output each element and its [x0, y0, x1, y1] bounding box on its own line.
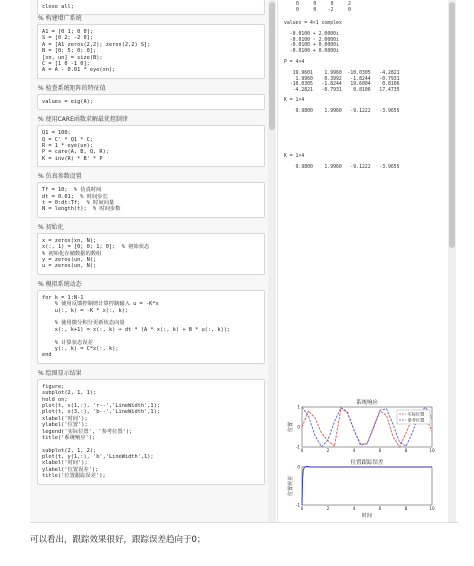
- axes-title: 位置跟踪误差: [350, 460, 384, 466]
- code-line[interactable]: Q1 = 100;: [42, 130, 71, 137]
- code-block[interactable]: [37, 290, 265, 364]
- legend: [397, 410, 430, 424]
- code-line[interactable]: % 使用微分积分更新状态向量: [42, 320, 125, 327]
- x-tick-label: 4: [352, 506, 356, 511]
- code-line[interactable]: ylabel('位置误差');: [42, 466, 99, 473]
- output-line: -0.0100 + 2.0000i: [284, 32, 339, 38]
- code-line[interactable]: P = care(A, B, Q, R);: [42, 149, 109, 156]
- output-line: 9.9800 1.9960 -9.1222 -3.9655: [284, 109, 400, 115]
- y-tick-label: -1: [295, 502, 300, 508]
- article-caption: 可以看出，跟踪效果很好，跟踪误差趋向于0；: [30, 535, 206, 545]
- output-line: values = 4×1 complex: [284, 21, 342, 26]
- code-line[interactable]: plot(t, x(1,:), 'r--','LineWidth',1);: [42, 402, 160, 409]
- code-line[interactable]: y = zeros(un, N);: [42, 256, 97, 263]
- code-line[interactable]: values = eig(A);: [42, 98, 94, 105]
- code-line[interactable]: % 初始化存储数据的数组: [42, 250, 102, 257]
- live-script-editor[interactable]: [30, 0, 268, 522]
- x-tick-label: 0: [300, 506, 304, 511]
- figure-plot[interactable]: [280, 393, 446, 520]
- x-tick-label: 6: [378, 448, 382, 453]
- code-block[interactable]: [37, 125, 265, 167]
- code-line[interactable]: Q = C' * Q1 * C;: [42, 136, 94, 143]
- output-line: 0 0 0 2: [296, 2, 351, 7]
- section-heading: % 使用CARE函数求解最优控制律: [38, 116, 128, 124]
- x-tick-label: 2: [326, 448, 330, 453]
- axes-title: 系统响应: [355, 400, 379, 406]
- output-line: K = 1×4: [284, 98, 305, 103]
- code-line[interactable]: N = length(t); % 时间步数: [42, 206, 121, 213]
- code-block[interactable]: [37, 233, 265, 275]
- x-tick-label: 8: [404, 448, 408, 453]
- code-line[interactable]: t = 0:dt:Tf; % 时间向量: [42, 199, 115, 206]
- code-line[interactable]: for k = 1:N-1: [42, 294, 84, 301]
- code-block[interactable]: [37, 94, 265, 110]
- output-line: 9.9800 1.9960 -9.1222 -3.9655: [284, 165, 400, 171]
- code-line[interactable]: dt = 0.01; % 时间步长: [42, 193, 108, 200]
- code-line[interactable]: C = [1 0 -1 0];: [42, 60, 90, 67]
- code-line[interactable]: u(:, k) = -K * x(:, k);: [42, 307, 129, 314]
- output-line: 0 0 -2 0: [296, 7, 351, 13]
- x-tick-label: 10: [429, 448, 435, 453]
- x-tick-label: 10: [429, 506, 435, 511]
- x-axis-label: 时间: [361, 513, 373, 519]
- section-heading: % 绘图显示结果: [38, 369, 82, 377]
- y-axis-label: 位置: [288, 421, 294, 433]
- legend-label-reference: 参考位置: [407, 417, 425, 423]
- section-heading: % 检查系统矩阵的特征值: [38, 84, 106, 92]
- gain-K-output: [284, 98, 400, 115]
- y-tick-label: 0: [297, 464, 300, 470]
- code-line[interactable]: Tf = 10; % 仿真时间: [42, 187, 102, 194]
- code-line[interactable]: hold on;: [42, 396, 68, 403]
- code-line[interactable]: close all;: [42, 4, 74, 10]
- care-P-output: [284, 60, 400, 94]
- x-tick-label: 6: [378, 506, 382, 511]
- code-line[interactable]: x(:, k+1) = x(:, k) + dt * (A * x(:, k) + B * u(:, k));: [42, 326, 231, 333]
- code-line[interactable]: [xn, un] = size(B);: [42, 54, 103, 61]
- code-line[interactable]: subplot(2, 1, 1);: [42, 390, 97, 397]
- matrix-output-top: [296, 2, 351, 13]
- x-tick-label: 8: [404, 506, 408, 511]
- code-line[interactable]: figure;: [42, 383, 65, 390]
- section-heading: % 模拟系统动态: [38, 280, 82, 288]
- code-line[interactable]: end: [42, 352, 52, 359]
- code-line[interactable]: % 计算状态误差: [42, 339, 93, 346]
- x-tick-label: 2: [326, 506, 330, 511]
- gain-K-output-2: [284, 154, 400, 171]
- code-line[interactable]: A = [A1 zeros(2,2); zeros(2,2) S];: [42, 41, 151, 48]
- code-line[interactable]: S = [0 2; -2 0];: [42, 35, 94, 42]
- code-line[interactable]: legend('实际位置', '参考位置');: [42, 428, 133, 435]
- code-line[interactable]: ylabel('位置');: [42, 422, 88, 429]
- output-line: P = 4×4: [284, 60, 305, 65]
- code-line[interactable]: x = zeros(xn, N);: [42, 237, 97, 244]
- output-line: -0.0100 + 0.0000i: [284, 48, 339, 54]
- y-tick-label: 1: [297, 404, 300, 410]
- code-line[interactable]: title('系统响应');: [42, 434, 96, 441]
- code-block[interactable]: [37, 379, 265, 485]
- output-line: 19.9601 1.9960 -10.0305 -4.2821: [284, 71, 400, 77]
- code-line[interactable]: B = [0; 5; 0; 0];: [42, 48, 97, 55]
- code-line[interactable]: A1 = [0 1; 0 0];: [42, 29, 94, 35]
- code-line[interactable]: K = inv(R) * B' * P: [42, 155, 103, 162]
- code-line[interactable]: plot(t, x(3,:), 'b--','LineWidth',1);: [42, 409, 160, 416]
- section-heading: % 构建增广系统: [38, 15, 82, 22]
- code-line[interactable]: xlabel('时间');: [42, 415, 88, 422]
- output-line: -0.0100 + 0.0000i: [284, 43, 339, 49]
- code-line[interactable]: R = 1 * eye(un);: [42, 142, 94, 149]
- x-tick-label: 0: [300, 448, 304, 453]
- code-line[interactable]: x(:, 1) = [0; 0; 1; 0]; % 初始状态: [42, 244, 150, 251]
- x-tick-label: 4: [352, 448, 356, 453]
- output-line: -10.0305 -1.8244 19.6004 0.8106: [284, 82, 400, 88]
- code-line[interactable]: title('位置跟踪误差');: [42, 473, 106, 480]
- code-line[interactable]: % 使用反馈控制律计算控制输入 u = -K*x: [42, 301, 159, 308]
- editor-scrollbar-thumb[interactable]: [269, 2, 275, 130]
- y-axis-label: 位置误差: [288, 475, 294, 497]
- code-line[interactable]: y(:, k) = C*x(:, k);: [42, 345, 119, 352]
- divider: [30, 522, 458, 523]
- code-line[interactable]: A = A - 0.01 * eye(xn);: [42, 67, 116, 74]
- output-panel: [277, 0, 448, 522]
- eigenvalues-output: [284, 21, 342, 55]
- code-line[interactable]: subplot(2, 1, 2);: [42, 447, 97, 454]
- output-line: 1.9960 0.3992 -1.8244 -0.7931: [284, 76, 400, 82]
- code-block[interactable]: [37, 182, 265, 218]
- output-line: -4.2821 -0.7931 0.8106 17.4735: [284, 87, 400, 93]
- y-tick-label: 0: [297, 424, 300, 430]
- legend-label-actual: 实际位置: [407, 411, 425, 417]
- code-line[interactable]: xlabel('时间');: [42, 460, 88, 467]
- code-line[interactable]: plot(t, y(1,:), 'b','LineWidth',1);: [42, 454, 154, 461]
- code-block[interactable]: [37, 24, 265, 79]
- output-line: K = 1×4: [284, 154, 305, 159]
- section-heading: % 初始化: [38, 223, 64, 231]
- output-scrollbar-thumb[interactable]: [449, 2, 455, 248]
- code-line[interactable]: u = zeros(un, N);: [42, 263, 97, 270]
- output-line: -0.0100 - 2.0000i: [284, 37, 339, 43]
- section-heading: % 仿真参数设置: [38, 173, 82, 181]
- y-tick-label: -1: [295, 444, 300, 450]
